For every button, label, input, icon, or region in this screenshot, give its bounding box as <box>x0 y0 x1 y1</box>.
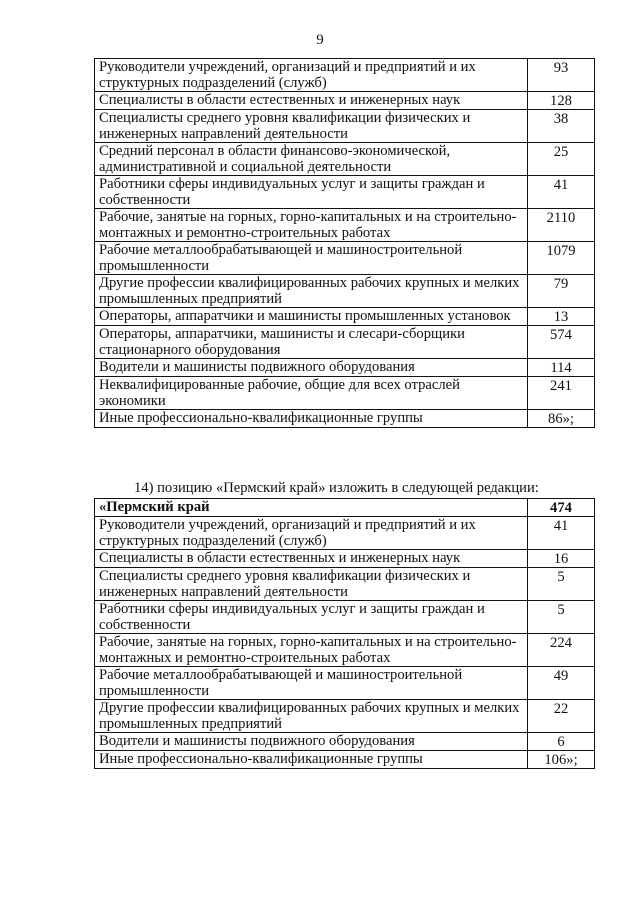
occupations-table-perm <box>94 498 595 769</box>
region-header-row <box>95 499 595 517</box>
table-row <box>95 242 595 275</box>
occupation-count: 1079 <box>546 243 576 259</box>
occupation-label: Специалисты среднего уровня квалификации физических и инженерных направлений деятельности <box>95 110 528 143</box>
table-row <box>95 143 595 176</box>
amendment-intro: 14) позицию «Пермский край» изложить в следующей редакции: <box>134 480 539 496</box>
occupations-table-1 <box>94 58 595 428</box>
table-row <box>95 568 595 601</box>
occupation-label: Руководители учреждений, организаций и предприятий и их структурных подразделений (служб) <box>95 517 528 550</box>
table-row <box>95 550 595 568</box>
occupation-count: 41 <box>553 177 569 193</box>
table-row <box>95 634 595 667</box>
occupation-label: Работники сферы индивидуальных услуг и защиты граждан и собственности <box>95 176 528 209</box>
occupation-count: 114 <box>550 360 572 376</box>
region-total: 474 <box>550 500 572 516</box>
table-row <box>95 601 595 634</box>
table-row <box>95 59 595 92</box>
occupation-label: Иные профессионально-квалификационные группы <box>95 751 528 769</box>
occupation-label: Специалисты в области естественных и инженерных наук <box>95 92 528 110</box>
occupation-count: 16 <box>553 551 569 567</box>
table-row <box>95 410 595 428</box>
occupation-label: Неквалифицированные рабочие, общие для всех отраслей экономики <box>95 377 528 410</box>
table-row <box>95 275 595 308</box>
occupation-label: Рабочие металлообрабатывающей и машиностроительной промышленности <box>95 667 528 700</box>
occupation-count: 241 <box>550 378 572 394</box>
page-number: 9 <box>316 32 324 48</box>
table-row <box>95 308 595 326</box>
table-row <box>95 667 595 700</box>
occupation-label: Средний персонал в области финансово-экономической, административной и социальной деятельности <box>95 143 528 176</box>
table-row <box>95 751 595 769</box>
occupation-count: 106»; <box>544 752 578 768</box>
occupation-count: 22 <box>553 701 569 717</box>
occupation-count: 574 <box>550 327 572 343</box>
occupation-count: 38 <box>553 111 569 127</box>
table-row <box>95 359 595 377</box>
occupation-label: Рабочие, занятые на горных, горно-капитальных и на строительно-монтажных и ремонтно-строительных работах <box>95 209 528 242</box>
occupation-label: Работники сферы индивидуальных услуг и защиты граждан и собственности <box>95 601 528 634</box>
occupation-count: 6 <box>557 734 565 750</box>
occupation-count: 49 <box>553 668 569 684</box>
occupation-label: Специалисты среднего уровня квалификации физических и инженерных направлений деятельности <box>95 568 528 601</box>
occupation-count: 86»; <box>548 411 574 427</box>
occupation-count: 224 <box>550 635 572 651</box>
table-row <box>95 517 595 550</box>
occupation-count: 13 <box>553 309 569 325</box>
occupation-label: Операторы, аппаратчики и машинисты промышленных установок <box>95 308 528 326</box>
occupation-count: 5 <box>557 602 565 618</box>
table-row <box>95 92 595 110</box>
occupation-count: 128 <box>550 93 572 109</box>
table-row <box>95 733 595 751</box>
occupation-count: 2110 <box>546 210 576 226</box>
occupation-label: Водители и машинисты подвижного оборудования <box>95 733 528 751</box>
occupation-label: Другие профессии квалифицированных рабочих крупных и мелких промышленных предприятий <box>95 275 528 308</box>
occupation-count: 25 <box>553 144 569 160</box>
table-row <box>95 700 595 733</box>
table-row <box>95 110 595 143</box>
occupation-label: Рабочие, занятые на горных, горно-капитальных и на строительно-монтажных и ремонтно-строительных работах <box>95 634 528 667</box>
occupation-label: Другие профессии квалифицированных рабочих крупных и мелких промышленных предприятий <box>95 700 528 733</box>
table-row <box>95 209 595 242</box>
occupation-count: 79 <box>553 276 569 292</box>
table-row <box>95 176 595 209</box>
occupation-count: 41 <box>553 518 569 534</box>
occupation-label: Иные профессионально-квалификационные группы <box>95 410 528 428</box>
occupation-label: Операторы, аппаратчики, машинисты и слесари-сборщики стационарного оборудования <box>95 326 528 359</box>
table-row <box>95 326 595 359</box>
occupation-label: Руководители учреждений, организаций и предприятий и их структурных подразделений (служб) <box>95 59 528 92</box>
occupation-label: Специалисты в области естественных и инженерных наук <box>95 550 528 568</box>
occupation-label: Рабочие металлообрабатывающей и машиностроительной промышленности <box>95 242 528 275</box>
occupation-count: 5 <box>557 569 565 585</box>
occupation-label: Водители и машинисты подвижного оборудования <box>95 359 528 377</box>
region-name: «Пермский край <box>95 499 528 517</box>
table-row <box>95 377 595 410</box>
occupation-count: 93 <box>553 60 569 76</box>
